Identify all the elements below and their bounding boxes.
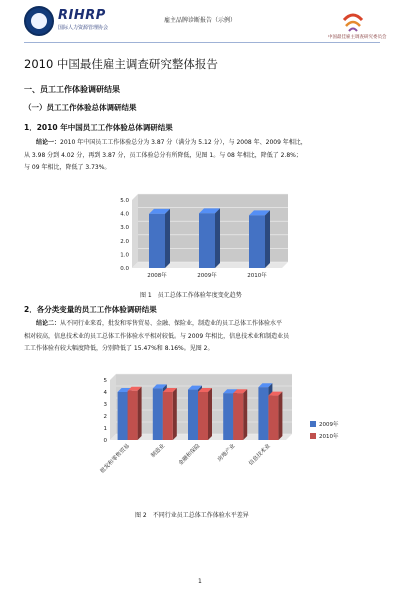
subsection-heading-1-1-1: 1．2010 年中国员工工作体验总体调研结果: [24, 123, 173, 132]
bar-side: [138, 387, 142, 440]
brand-name: RIHRP: [58, 8, 106, 23]
subsection-heading-1-1-2: 2．各分类变量的员工工作体验调研结果: [24, 305, 157, 314]
brand-subtitle: 国际人力资源管理协会: [58, 25, 109, 31]
conclusion-label: 结论一：: [36, 139, 61, 146]
y-tick-label: 3.0: [120, 225, 129, 232]
y-tick-label: 0.0: [120, 266, 129, 272]
page-number: 1: [198, 578, 202, 585]
y-tick-label: 1.0: [120, 252, 129, 259]
x-tick-label: 房地产业: [216, 443, 237, 463]
bar-side: [265, 210, 270, 268]
bar: [153, 388, 163, 440]
committee-name: 中国最佳雇主调查研究委员会: [328, 35, 387, 40]
legend-swatch: [310, 433, 316, 439]
bar: [198, 392, 208, 440]
y-tick-label: 2.0: [120, 238, 129, 245]
paragraph-line: 与 09 年相比，降低了 3.73%。: [24, 164, 111, 171]
y-tick-label: 4.0: [120, 211, 129, 218]
y-tick-label: 1: [103, 426, 107, 432]
x-tick-label: 制造业: [150, 443, 167, 460]
y-tick-label: 2: [103, 414, 107, 420]
y-tick-label: 5: [103, 378, 107, 384]
figure-1-chart: [110, 190, 310, 286]
chart-side-wall: [110, 374, 116, 440]
bar: [149, 214, 165, 268]
legend-label: 2009年: [319, 422, 339, 428]
bar: [258, 387, 268, 440]
y-tick-label: 3: [103, 402, 107, 408]
figure-2-caption: 图 2 不同行业员工总体工作体验水平差异: [135, 512, 249, 519]
bar-side: [165, 209, 170, 268]
x-tick-label: 2008年: [147, 273, 167, 279]
x-tick-label: 2009年: [197, 273, 217, 279]
bar: [163, 392, 173, 440]
legend-swatch: [310, 421, 316, 427]
report-header-title: 雇主品牌诊断报告（示例）: [164, 17, 237, 24]
bar: [223, 393, 233, 440]
logo-emblem: [31, 13, 47, 29]
x-tick-label: 2010年: [247, 273, 267, 279]
bar: [188, 390, 198, 440]
chart-side-wall: [132, 194, 138, 268]
bar: [199, 213, 215, 268]
bar-side: [278, 392, 282, 440]
paragraph-line: 从 3.98 分到 4.02 分，再到 3.87 分，员工体验总分有所降低，见图 1。与 08 年相比，降低了 2.8%；: [24, 151, 302, 159]
paragraph-line: 相对较高，信息技术业的员工总体工作体验水平相对较低。与 2009 年相比，信息技术业和制造业员: [24, 332, 290, 340]
bar-side: [173, 388, 177, 440]
x-tick-label: 批发和零售贸易: [99, 443, 132, 475]
figure-2-chart: [96, 368, 366, 504]
paragraph-line: 工工作体验有较大幅度降低，分别降低了 15.47%和 8.16%。见图 2。: [24, 345, 214, 352]
y-tick-label: 5.0: [120, 198, 129, 204]
y-tick-label: 0: [103, 438, 107, 444]
x-tick-label: 金融和保险: [177, 443, 202, 467]
paragraph-line: 从不同行业来看，批发和零售贸易、金融、保险业，制造业的员工总体工作体验水平: [60, 320, 283, 327]
bar: [128, 391, 138, 440]
subsection-heading-1-1: （一）员工工作体验总体调研结果: [24, 103, 137, 112]
document-title: 2010 中国最佳雇主调查研究整体报告: [24, 57, 218, 71]
paragraph-conclusion-1: [24, 137, 376, 175]
header-divider: [24, 42, 380, 43]
legend-label: 2010年: [319, 434, 339, 440]
section-heading-1: 一、员工工作体验调研结果: [24, 85, 120, 94]
y-tick-label: 4: [103, 390, 107, 396]
figure-1-caption: 图 1 员工总体工作体验年度变化趋势: [140, 292, 242, 299]
conclusion-label: 结论二：: [36, 320, 61, 327]
bar-side: [243, 389, 247, 440]
x-tick-label: 信息技术业: [248, 443, 272, 467]
bar-side: [208, 388, 212, 440]
bar-side: [215, 208, 220, 268]
bar: [233, 393, 243, 440]
committee-logo: [340, 12, 366, 34]
bar: [268, 396, 278, 440]
paragraph-line: 2010 年中国员工工作体验总分为 3.87 分（满分为 5.12 分），与 2008 年、2009 年相比，: [60, 139, 307, 146]
bar: [249, 215, 265, 268]
bar: [118, 392, 128, 440]
paragraph-conclusion-2: [24, 318, 376, 356]
